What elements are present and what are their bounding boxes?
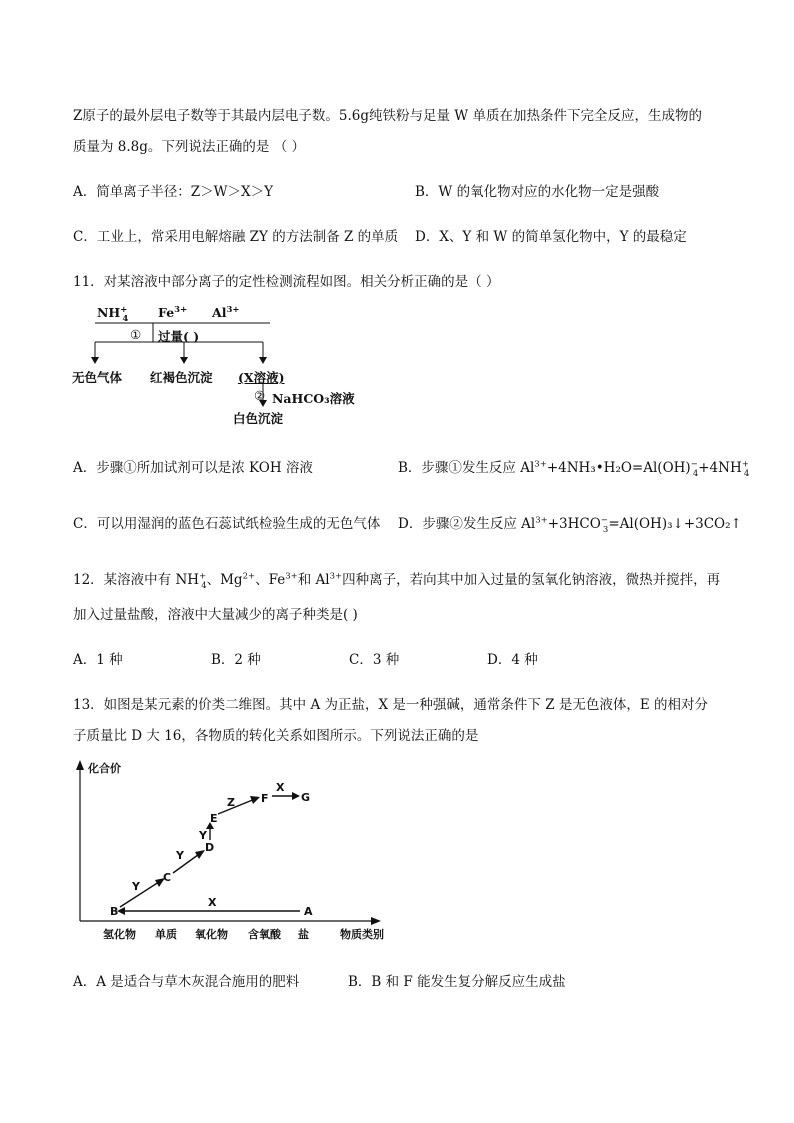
point-a: A: [304, 905, 313, 918]
q11-flow-diagram: [70, 300, 370, 435]
arrow-e-to-f: [218, 799, 255, 814]
reagent-label-x2: X: [276, 781, 285, 794]
arrow-b-to-c: [120, 880, 162, 907]
q11-stem: 11．对某溶液中部分离子的定性检测流程如图。相关分析正确的是（ ）: [73, 274, 500, 290]
arrow-c-to-d-head-icon: [195, 850, 205, 859]
q10-stem-line1: Z原子的最外层电子数等于其最内层电子数。5.6g纯铁粉与足量 W 单质在加热条件下完全反应，生成物的: [73, 108, 702, 124]
category-salt: 盐: [298, 928, 309, 941]
flow-output-x-solution: (X溶液): [238, 370, 285, 385]
point-f: F: [261, 792, 269, 805]
flow-output-white-precipitate: 白色沉淀: [233, 411, 284, 426]
q12-option-c: C．3 种: [349, 652, 400, 668]
q11-option-b: B．步骤①发生反应 $Al^{3+}+4NH_3•H_2O=Al(OH)^-_4+4NH^+_4$: [398, 459, 750, 479]
reagent-label-x1: X: [208, 896, 217, 909]
flow-output-precipitate: 红褐色沉淀: [150, 370, 213, 385]
reagent-label-z: Z: [227, 796, 235, 809]
x-axis-label: 物质类别: [340, 928, 384, 941]
q12-option-d: D．4 种: [487, 652, 538, 668]
flow-ion-fe: $Fe^{3+}$: [158, 305, 188, 321]
q10-option-d: D．X、Y 和 W 的简单氢化物中，Y 的最稳定: [415, 229, 687, 245]
q11-option-c: C．可以用湿润的蓝色石蕊试纸检验生成的无色气体: [73, 516, 381, 532]
q13-stem-line1: 13．如图是某元素的价类二维图。其中 A 为正盐，X 是一种强碱，通常条件下 Z 是无色液体，E 的相对分: [73, 697, 709, 713]
category-element: 单质: [155, 928, 177, 941]
q10-stem-line2: 质量为 8.8g。下列说法正确的是 （ ）: [73, 139, 305, 155]
q12-option-a: A．1 种: [73, 652, 123, 668]
flow-reagent2: NaHCO₃溶液: [272, 391, 355, 406]
x-axis-arrow-icon: [371, 917, 381, 925]
category-oxide: 氧化物: [195, 928, 228, 941]
flow-ion-al: $Al^{3+}$: [212, 305, 240, 321]
y-axis-label: 化合价: [88, 762, 121, 775]
reagent-label-y3: Y: [199, 829, 207, 842]
q11-option-a: A．步骤①所加试剂可以是浓 KOH 溶液: [73, 460, 313, 476]
diagram-svg: [70, 756, 410, 946]
point-c: C: [163, 871, 172, 884]
category-oxyacid: 含氧酸: [248, 928, 281, 941]
flow-reagent1: 过量( ): [158, 329, 200, 344]
q12-option-b: B．2 种: [211, 652, 261, 668]
q10-option-b: B．W 的氧化物对应的水化物一定是强酸: [415, 184, 660, 200]
category-hydride: 氢化物: [103, 928, 136, 941]
arrow-e-to-f-head-icon: [250, 796, 260, 804]
q13-stem-line2: 子质量比 D 大 16，各物质的转化关系如图所示。下列说法正确的是: [73, 728, 479, 744]
q12-stem-line1: 12．某溶液中有 $NH^+_4$、$Mg^{2+}$、$Fe^{3+}$和 $Al^{3+}$四种离子，若向其中加入过量的氢氧化钠溶液，微热并搅拌，再: [73, 571, 721, 591]
flow-output-gas: 无色气体: [72, 370, 123, 385]
point-b: B: [110, 905, 119, 918]
flow-step2: ②: [254, 388, 266, 403]
valence-category-diagram: [70, 756, 410, 946]
q12-stem-line2: 加入过量盐酸，溶液中大量减少的离子种类是( ): [73, 607, 358, 623]
arrow-f-to-g-head-icon: [292, 792, 300, 800]
point-d: D: [205, 841, 215, 854]
q13-option-a: A．A 是适合与草木灰混合施用的肥料: [73, 974, 300, 990]
reagent-label-y1: Y: [132, 880, 140, 893]
q10-option-c: C．工业上，常采用电解熔融 ZY 的方法制备 Z 的单质: [73, 229, 399, 245]
q10-option-a: A．简单离子半径：Z＞W＞X＞Y: [73, 184, 274, 200]
flow-ion-nh4: $NH^+_4$: [97, 305, 129, 324]
flow-step1: ①: [130, 327, 142, 342]
reagent-label-y2: Y: [176, 849, 184, 862]
q11-option-d: D．步骤②发生反应 $Al^{3+}+3HCO^-_3=Al(OH)_3↓+3CO_2↑$: [398, 515, 742, 535]
point-e: E: [210, 812, 218, 825]
point-g: G: [301, 791, 311, 804]
q13-option-b: B．B 和 F 能发生复分解反应生成盐: [348, 974, 566, 990]
y-axis-arrow-icon: [76, 760, 84, 770]
